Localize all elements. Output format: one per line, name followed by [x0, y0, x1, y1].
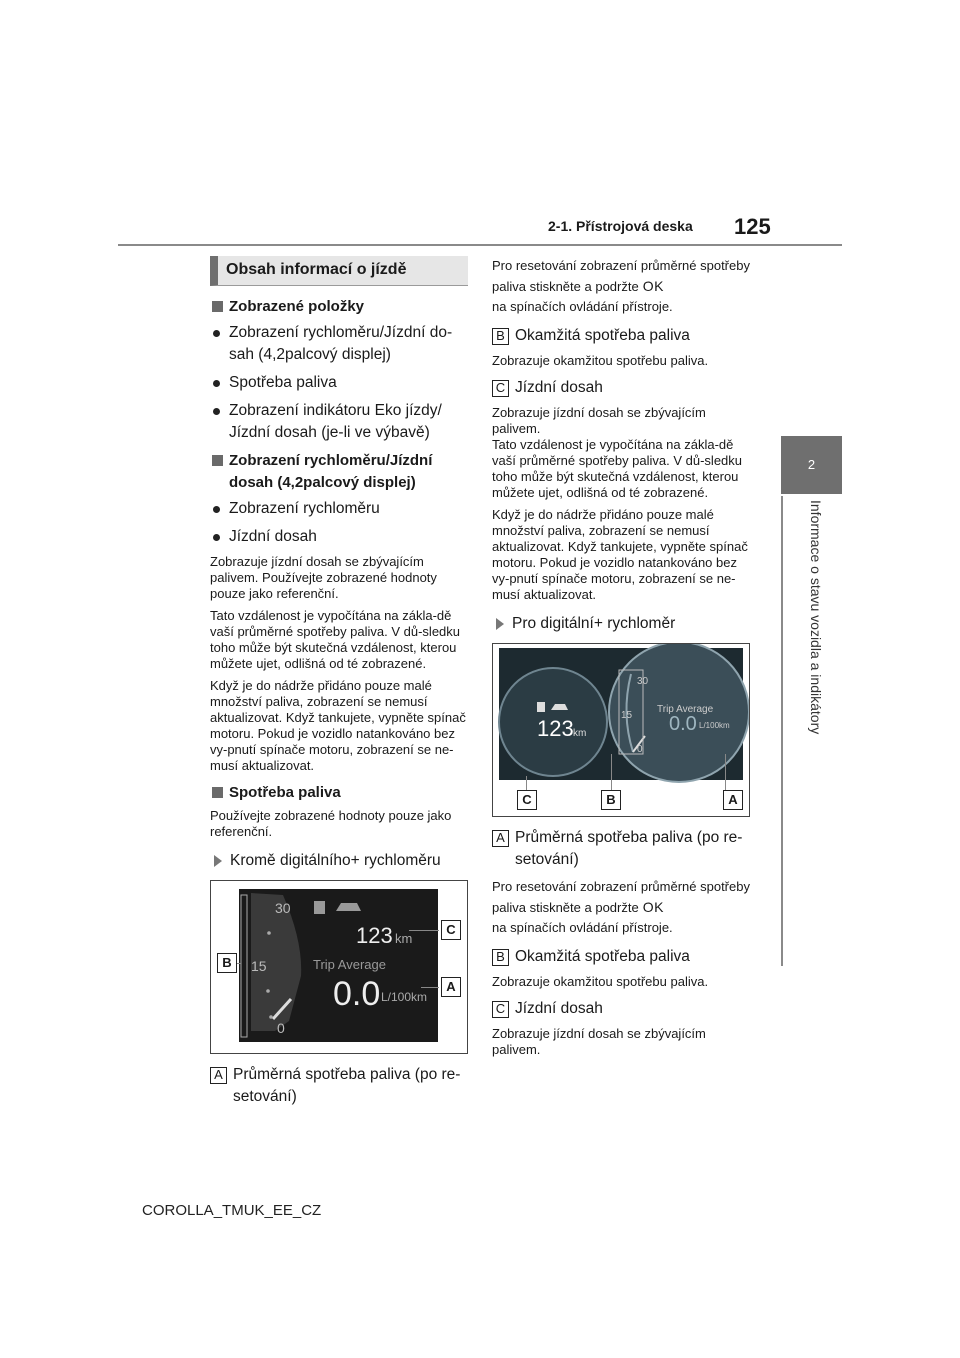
heading-speedometer-range: Zobrazení rychloměru/Jízdní dosah (4,2palcový displej)	[210, 450, 468, 494]
fuel-pump-icon	[314, 901, 325, 914]
label-b-item: B Okamžitá spotřeba paliva	[492, 325, 750, 347]
callout-line	[611, 754, 612, 790]
square-bullet-icon	[212, 455, 223, 466]
reset-instructions: Pro resetování zobrazení průměrné spotřeby paliva stiskněte a podržte OK na spínačích ovládání přístroje.	[492, 258, 750, 314]
trip-average-value: 0.0	[669, 713, 697, 735]
list-item: Jízdní dosah	[210, 526, 468, 548]
chapter-side-title: Informace o stavu vozidla a indikátory	[808, 500, 824, 735]
callout-c: C	[441, 920, 461, 940]
square-bullet-icon	[212, 787, 223, 798]
bullet-icon	[213, 380, 220, 387]
figure-meter-1	[210, 880, 468, 1054]
scale-label-30: 30	[637, 676, 649, 687]
tick-dot	[266, 989, 270, 993]
label-c-key: C	[492, 380, 509, 397]
right-column	[492, 256, 750, 1066]
chapter-tab: 2	[781, 436, 842, 494]
scale-label-0: 0	[277, 1020, 285, 1036]
callout-c: C	[517, 790, 537, 810]
label-b2-description: Zobrazuje okamžitou spotřebu paliva.	[492, 974, 709, 989]
meter-illustration-1	[211, 881, 467, 1053]
subheading-except-digital: Kromě digitálního+ rychloměru	[210, 850, 468, 872]
list-item: Zobrazení rychloměru/Jízdní do-sah (4,2palcový displej)	[210, 322, 468, 366]
box-title: Obsah informací o jízdě	[210, 256, 468, 286]
label-c-item: C Jízdní dosah	[492, 377, 750, 399]
heading-fuel-consumption: Spotřeba paliva	[210, 782, 468, 804]
scale-label-15: 15	[251, 958, 267, 974]
label-b-description: Zobrazuje okamžitou spotřebu paliva.	[492, 353, 709, 368]
figure-meter-2	[492, 643, 750, 817]
label-a2-item: A Průměrná spotřeba paliva (po re-setování)	[492, 827, 750, 871]
list-item: Zobrazení indikátoru Eko jízdy/ Jízdní dosah (je-li ve výbavě)	[210, 400, 468, 444]
label-a-key: A	[210, 1067, 227, 1084]
range-value: 123	[356, 923, 393, 948]
tab-rule	[781, 496, 783, 966]
trip-average-label: Trip Average	[313, 957, 386, 972]
subheading-digital: Pro digitální+ rychloměr	[492, 613, 750, 635]
callout-a: A	[441, 977, 461, 997]
reset-instructions-2: Pro resetování zobrazení průměrné spotřeby paliva stiskněte a podržte OK na spínačích ovládání přístroje.	[492, 879, 750, 935]
label-c-description: Zobrazuje jízdní dosah se zbývajícím palivem. Tato vzdálenost je vypočítána na zákla-dě vaší průměrné spotřeby paliva. V dů-sledku toho může být skutečná vzdálenost, kterou můžete ujet, odlišná od té zobrazené. Když je do nádrže přidáno pouze malé množství paliva, zobrazení se nemusí aktualizovat. Když tankujete, vypněte spínač motoru. Pokud je vozidlo natankováno bez vy-pnutí spínače motoru, zobrazení se ne-musí aktualizovat.	[492, 405, 748, 602]
list-item: Spotřeba paliva	[210, 372, 468, 394]
label-b2-key: B	[492, 949, 509, 966]
trip-average-unit: L/100km	[699, 721, 730, 730]
ok-switch-label: OK	[642, 899, 664, 915]
callout-b: B	[601, 790, 621, 810]
trip-average-unit: L/100km	[381, 990, 428, 1004]
label-c2-item: C Jízdní dosah	[492, 998, 750, 1020]
callout-b: B	[217, 953, 237, 973]
left-column	[210, 256, 468, 1114]
tick-dot	[267, 931, 271, 935]
triangle-arrow-icon	[214, 855, 222, 867]
callout-line	[409, 930, 439, 931]
scale-label-30: 30	[275, 900, 291, 916]
header-rule	[118, 244, 842, 246]
document-code: COROLLA_TMUK_EE_CZ	[142, 1202, 322, 1219]
callout-line	[725, 754, 726, 790]
label-a-item: A Průměrná spotřeba paliva (po re-setování)	[210, 1064, 468, 1108]
section-title: 2-1. Přístrojová deska	[548, 218, 693, 234]
range-unit: km	[395, 931, 413, 946]
fuel-note: Používejte zobrazené hodnoty pouze jako referenční.	[210, 808, 452, 839]
list-item: Zobrazení rychloměru	[210, 498, 468, 520]
bullet-icon	[213, 408, 220, 415]
range-value: 123	[537, 716, 574, 741]
label-c2-key: C	[492, 1001, 509, 1018]
callout-a: A	[723, 790, 743, 810]
tick-dot	[269, 1015, 273, 1019]
ok-switch-label: OK	[642, 278, 664, 294]
square-bullet-icon	[212, 301, 223, 312]
label-a2-key: A	[492, 830, 509, 847]
fuel-pump-icon	[537, 702, 545, 712]
range-description: Zobrazuje jízdní dosah se zbývajícím palivem. Používejte zobrazené hodnoty pouze jako referenční. Tato vzdálenost je vypočítána na zákla-dě vaší průměrné spotřeby paliva. V dů-sledku toho může být skutečná vzdálenost, kterou můžete ujet, odlišná od té zobrazené. Když je do nádrže přidáno pouze malé množství paliva, zobrazení se nemusí aktualizovat. Když tankujete, vypněte spínač motoru. Pokud je vozidlo natankováno bez vy-pnutí spínače motoru, zobrazení se ne-musí aktualizovat.	[210, 554, 466, 773]
heading-displayed-items: Zobrazené položky	[210, 296, 468, 318]
page-number: 125	[734, 214, 771, 239]
callout-line	[421, 987, 439, 988]
trip-average-value: 0.0	[333, 975, 381, 1013]
label-c2-description: Zobrazuje jízdní dosah se zbývajícím palivem.	[492, 1026, 706, 1057]
range-unit: km	[573, 728, 587, 739]
bullet-icon	[213, 330, 220, 337]
label-b-key: B	[492, 328, 509, 345]
scale-label-0: 0	[637, 744, 643, 755]
bullet-icon	[213, 534, 220, 541]
triangle-arrow-icon	[496, 618, 504, 630]
callout-line	[526, 776, 527, 790]
trip-average-label: Trip Average	[657, 704, 714, 715]
label-b2-item: B Okamžitá spotřeba paliva	[492, 946, 750, 968]
scale-label-15: 15	[621, 710, 633, 721]
bullet-icon	[213, 506, 220, 513]
